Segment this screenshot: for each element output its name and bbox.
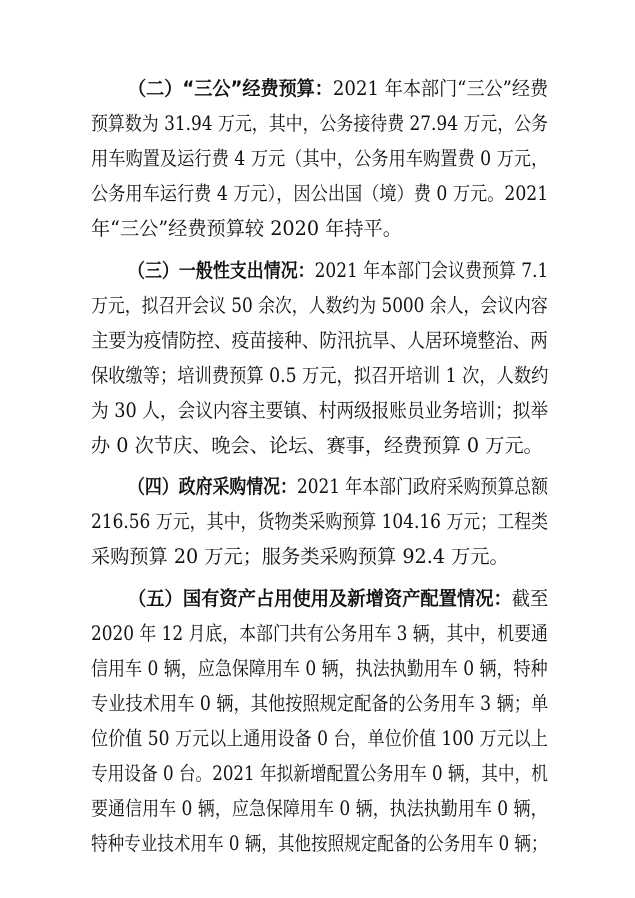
paragraph-line: 保收缴等；培训费预算 0.5 万元，拟召开培训 1 次，人数约	[91, 364, 549, 387]
paragraph-line: 预算数为 31.94 万元，其中，公务接待费 27.94 万元，公务	[91, 112, 548, 135]
paragraph-line: 信用车 0 辆，应急保障用车 0 辆，执法执勤用车 0 辆，特种	[91, 657, 548, 680]
body-text: 2021 年本部门政府采购预算总额	[296, 475, 549, 498]
paragraph-line: 特种专业技术用车 0 辆，其他按照规定配备的公务用车 0 辆；	[91, 832, 548, 855]
paragraph-line	[128, 77, 548, 101]
paragraph-line	[128, 475, 548, 499]
paragraph-line: 万元，拟召开会议 50 余次，人数约为 5000 余人，会议内容	[91, 294, 548, 317]
section-heading: （四）政府采购情况：	[128, 475, 297, 498]
paragraph-line	[128, 259, 548, 283]
section-heading: （五）国有资产占用使用及新增资产配置情况：	[128, 587, 512, 610]
paragraph-line: 主要为疫情防控、疫苗接种、防汛抗旱、人居环境整治、两	[91, 329, 548, 352]
paragraph-line: 年“三公”经费预算较 2020 年持平。	[91, 217, 402, 240]
paragraph-line: 216.56 万元，其中，货物类采购预算 104.16 万元；工程类	[91, 510, 549, 533]
paragraph-line	[128, 587, 548, 611]
body-text: 2021 年本部门会议费预算 7.1	[314, 259, 549, 282]
paragraph-line: 为 30 人，会议内容主要镇、村两级报账员业务培训；拟举	[91, 399, 549, 422]
paragraph-line: 公务用车运行费 4 万元），因公出国（境）费 0 万元。2021	[91, 182, 549, 205]
paragraph-line: 专用设备 0 台。2021 年拟新增配置公务用车 0 辆，其中，机	[91, 762, 548, 785]
paragraph-line: 专业技术用车 0 辆，其他按照规定配备的公务用车 3 辆；单	[91, 692, 549, 715]
paragraph-line: 位价值 50 万元以上通用设备 0 台，单位价值 100 万元以上	[91, 727, 548, 750]
section-heading: （二）“三公”经费预算：	[128, 77, 333, 100]
paragraph-line: 要通信用车 0 辆，应急保障用车 0 辆，执法执勤用车 0 辆，	[91, 797, 548, 820]
body-text: 截至	[511, 587, 549, 610]
section-heading: （三）一般性支出情况：	[128, 259, 315, 282]
paragraph-line: 办 0 次节庆、晚会、论坛、赛事，经费预算 0 万元。	[91, 434, 543, 457]
paragraph-line: 采购预算 20 万元；服务类采购预算 92.4 万元。	[91, 545, 509, 568]
body-text: 2021 年本部门“三公”经费	[332, 77, 549, 100]
paragraph-line: 2020 年 12 月底，本部门共有公务用车 3 辆，其中，机要通	[91, 622, 548, 645]
paragraph-line: 用车购置及运行费 4 万元（其中，公务用车购置费 0 万元，	[91, 147, 549, 170]
